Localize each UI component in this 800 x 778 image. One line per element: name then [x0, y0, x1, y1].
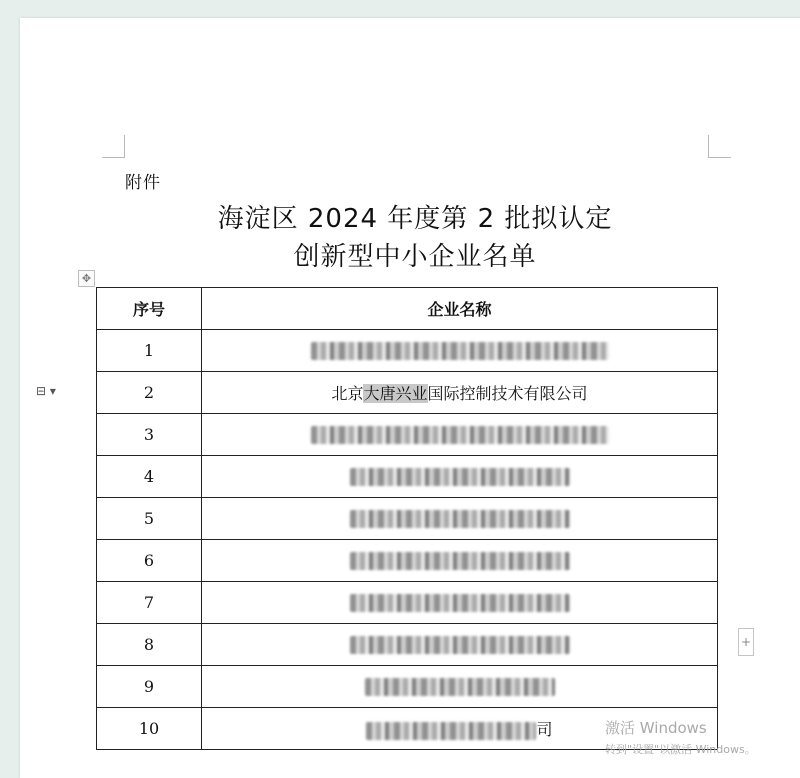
watermark-line2: 转到"设置"以激活 Windows。 [605, 743, 756, 756]
watermark-line1: 激活 Windows [605, 719, 707, 737]
table-row [97, 540, 718, 582]
company-name-cell[interactable] [202, 624, 718, 666]
redacted-text [350, 468, 570, 486]
row-number: 5 [97, 498, 202, 540]
redacted-text [350, 552, 570, 570]
company-name-cell[interactable] [202, 414, 718, 456]
add-row-plus-icon[interactable]: + [738, 628, 754, 656]
company-name-cell[interactable] [202, 540, 718, 582]
row-number: 6 [97, 540, 202, 582]
redacted-text [365, 678, 555, 696]
table-row [97, 372, 718, 414]
row-number: 7 [97, 582, 202, 624]
table-move-handle-icon[interactable]: ✥ [78, 270, 95, 287]
table-row [97, 498, 718, 540]
table-row [97, 666, 718, 708]
company-name-suffix: 国际控制技术有限公司 [427, 384, 588, 403]
header-serial-number: 序号 [97, 288, 202, 330]
document-title-line2: 创新型中小企业名单 [293, 242, 537, 272]
company-name-prefix: 北京 [331, 384, 364, 403]
row-number: 3 [97, 414, 202, 456]
redacted-text [350, 636, 570, 654]
company-name-cell[interactable] [202, 456, 718, 498]
company-name-tail: 司 [536, 720, 553, 739]
crop-mark-top-right [708, 135, 731, 158]
company-name-cell[interactable] [202, 666, 718, 708]
row-number: 10 [97, 708, 202, 750]
table-row [97, 414, 718, 456]
row-number: 8 [97, 624, 202, 666]
company-name-cell[interactable] [202, 330, 718, 372]
layout-options-icon[interactable]: ⊟ ▾ [36, 384, 56, 398]
table-row [97, 330, 718, 372]
document-title-line1: 海淀区 2024 年度第 2 批拟认定 [217, 204, 613, 234]
activation-watermark [605, 717, 756, 757]
company-name-cell[interactable] [202, 498, 718, 540]
row-number: 9 [97, 666, 202, 708]
redacted-text [350, 510, 570, 528]
table-row [97, 582, 718, 624]
company-name-cell[interactable] [202, 372, 718, 414]
redacted-text [311, 426, 609, 444]
company-name-highlighted: 大唐兴业 [363, 384, 428, 403]
redacted-text [366, 722, 536, 740]
row-number: 1 [97, 330, 202, 372]
row-number: 2 [97, 372, 202, 414]
attachment-label: 附件 [125, 173, 161, 193]
company-name-cell[interactable] [202, 582, 718, 624]
table-row [97, 624, 718, 666]
crop-mark-top-left [102, 135, 125, 158]
row-number: 4 [97, 456, 202, 498]
table-header-row [97, 288, 718, 330]
redacted-text [311, 342, 609, 360]
redacted-text [350, 594, 570, 612]
table-row [97, 456, 718, 498]
header-company-name: 企业名称 [202, 288, 718, 330]
company-list-table [96, 287, 718, 750]
